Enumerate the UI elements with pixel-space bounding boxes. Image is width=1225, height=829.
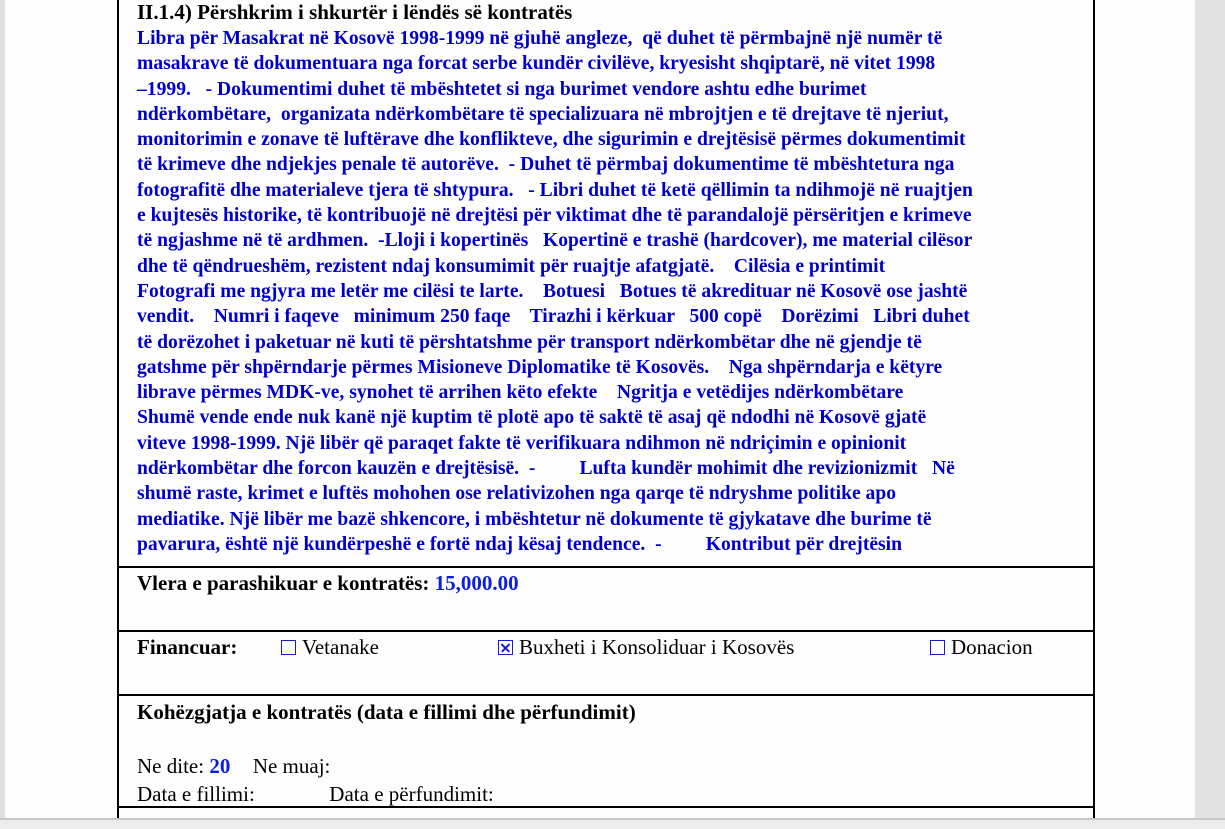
months-label: Ne muaj: bbox=[252, 754, 331, 778]
description-line: masakrave të dokumentuara nga forcat serbe kundër civilëve, kryesisht shqiptarë, në vitet 1998 bbox=[137, 53, 936, 75]
viewer-right-gutter bbox=[1195, 0, 1225, 818]
description-line: Shumë vende ende nuk kanë një kuptim të plotë apo të saktë të asaj që ndodhi në Kosovë gjatë bbox=[137, 407, 927, 429]
option-label: Vetanake bbox=[302, 635, 379, 659]
description-line: ndërkombëtar dhe forcon kauzën e drejtësisë. - Lufta kundër mohimit dhe revizionizmit Në bbox=[137, 458, 955, 480]
financing-label: Financuar: bbox=[137, 635, 238, 659]
description-line: gatshme për shpërndarje përmes Misioneve Diplomatike të Kosovës. Nga shpërndarja e këtyre bbox=[137, 356, 943, 378]
days-label: Ne dite: bbox=[137, 754, 205, 778]
divider bbox=[119, 806, 1093, 808]
description-line: dhe të qëndrueshëm, rezistent ndaj konsumimit për ruajtje afatgjatë. Cilësia e printimit bbox=[137, 255, 886, 277]
section-description bbox=[137, 0, 1082, 557]
description-line: Libra për Masakrat në Kosovë 1998-1999 në gjuhë angleze, që duhet të përmbajnë një numër të bbox=[137, 28, 943, 49]
description-line: –1999. - Dokumentimi duhet të mbështetet si nga burimet vendore ashtu edhe burimet bbox=[137, 78, 867, 100]
days-value: 20 bbox=[209, 754, 231, 778]
checkbox-unchecked-icon[interactable] bbox=[930, 640, 945, 655]
divider bbox=[119, 694, 1093, 696]
financing-option-donacion[interactable] bbox=[930, 635, 1033, 659]
option-label: Buxheti i Konsoliduar i Kosovës bbox=[519, 635, 795, 659]
duration-dates-row bbox=[137, 782, 1082, 806]
financing-option-vetanake[interactable] bbox=[281, 635, 379, 659]
contract-value-label: Vlera e parashikuar e kontratës: bbox=[137, 571, 430, 595]
option-label: Donacion bbox=[951, 635, 1033, 659]
description-line: mediatike. Një libër me bazë shkencore, i mbështetur në dokumente të gjykatave dhe burime të bbox=[137, 508, 932, 530]
divider bbox=[119, 566, 1093, 568]
section-contract-value bbox=[137, 571, 1082, 595]
description-line: viteve 1998-1999. Një libër që paraqet fakte të verifikuara ndihmon në ndriçimin e opinionit bbox=[137, 432, 907, 454]
description-line: të ngjashme në të ardhmen. -Lloji i kopertinës Kopertinë e trashë (hardcover), me material cilësor bbox=[137, 230, 973, 252]
description-line: fotografitë dhe materialeve tjera të shtypura. - Libri duhet të ketë qëllimin ta ndihmojë në ruajtjen bbox=[137, 179, 973, 201]
start-date-label: Data e fillimi: bbox=[137, 782, 255, 806]
description-line: vendit. Numri i faqeve minimum 250 faqe Tirazhi i kërkuar 500 copë Dorëzimi Libri duhet bbox=[137, 306, 970, 328]
procurement-form bbox=[117, 0, 1095, 820]
description-line: shumë raste, krimet e luftës mohohen ose relativizohen nga qarqe të ndryshme politike apo bbox=[137, 483, 897, 505]
financing-option-buxheti[interactable] bbox=[498, 635, 794, 659]
section-financing bbox=[137, 635, 1082, 659]
contract-value-amount: 15,000.00 bbox=[434, 571, 519, 595]
description-line: ndërkombëtare, organizata ndërkombëtare të specializuara në mbrojtjen e të drejtave të njeriut, bbox=[137, 103, 949, 125]
description-line: pavarura, është një kundërpeshë e fortë ndaj kësaj tendence. - Kontribut për drejtësin bbox=[137, 533, 903, 555]
checkbox-checked-icon[interactable] bbox=[498, 640, 513, 655]
section-heading: II.1.4) Përshkrim i shkurtër i lëndës së kontratës bbox=[137, 0, 573, 24]
divider bbox=[119, 630, 1093, 632]
section-duration bbox=[137, 700, 1082, 806]
description-line: Fotografi me ngjyra me letër me cilësi te larte. Botuesi Botues të akredituar në Kosovë ose jashtë bbox=[137, 280, 968, 302]
duration-days-row bbox=[137, 754, 1082, 778]
horizontal-scrollbar[interactable] bbox=[0, 818, 1225, 829]
document-page bbox=[5, 0, 1195, 818]
end-date-label: Data e përfundimit: bbox=[329, 782, 494, 806]
checkbox-unchecked-icon[interactable] bbox=[281, 640, 296, 655]
description-text bbox=[137, 26, 1082, 557]
description-line: të krimeve dhe ndjekjes penale të autorëve. - Duhet të përmbaj dokumentime të mbështetura nga bbox=[137, 154, 955, 176]
description-line: monitorimin e zonave të luftërave dhe konflikteve, dhe sigurimin e drejtësisë përmes dokumentimit bbox=[137, 129, 966, 151]
description-line: librave përmes MDK-ve, synohet të arrihen këto efekte Ngritja e vetëdijes ndërkombëtare bbox=[137, 382, 904, 404]
duration-heading: Kohëzgjatja e kontratës (data e fillimi dhe përfundimit) bbox=[137, 700, 636, 724]
description-line: e kujtesës historike, të kontribuojë në drejtësi për viktimat dhe të parandalojë përsëritjen e krimeve bbox=[137, 205, 972, 227]
description-line: të dorëzohet i paketuar në kuti të përshtatshme për transport ndërkombëtar dhe në gjendje të bbox=[137, 331, 922, 353]
